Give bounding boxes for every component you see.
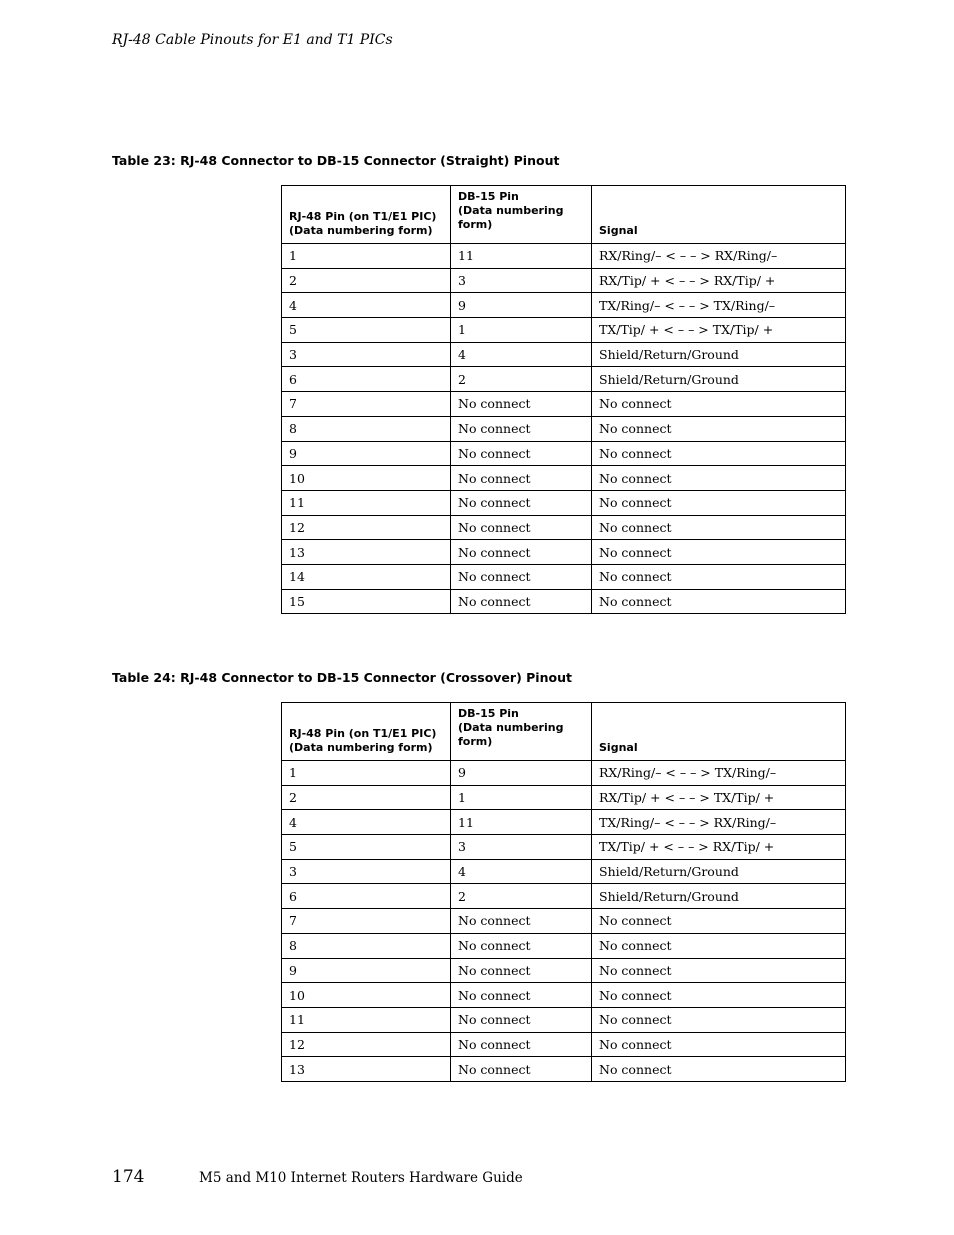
cell-db15-pin: No connect: [451, 392, 592, 417]
cell-rj48-pin: 6: [282, 367, 451, 392]
cell-signal: TX/Tip/ + < – – > RX/Tip/ +: [592, 835, 846, 860]
table-row: [282, 564, 846, 589]
cell-rj48-pin: 11: [282, 490, 451, 515]
cell-signal: Shield/Return/Ground: [592, 884, 846, 909]
cell-rj48-pin: 15: [282, 589, 451, 614]
cell-db15-pin: No connect: [451, 441, 592, 466]
cell-rj48-pin: 4: [282, 293, 451, 318]
footer-book-title: M5 and M10 Internet Routers Hardware Guide: [199, 1170, 523, 1186]
cell-signal: No connect: [592, 515, 846, 540]
cell-rj48-pin: 13: [282, 1057, 451, 1082]
cell-db15-pin: No connect: [451, 1032, 592, 1057]
cell-signal: Shield/Return/Ground: [592, 367, 846, 392]
pinout-table-straight: [281, 185, 846, 614]
table-row: [282, 466, 846, 491]
column-header-db15-pin: DB-15 Pin (Data numbering form): [451, 703, 592, 761]
column-header-rj48-pin: RJ-48 Pin (on T1/E1 PIC) (Data numbering form): [282, 186, 451, 244]
cell-rj48-pin: 8: [282, 933, 451, 958]
table-row: [282, 761, 846, 786]
table-row: [282, 589, 846, 614]
table-row: [282, 490, 846, 515]
cell-db15-pin: No connect: [451, 933, 592, 958]
column-header-db15-pin: DB-15 Pin (Data numbering form): [451, 186, 592, 244]
cell-db15-pin: No connect: [451, 466, 592, 491]
cell-signal: TX/Ring/– < – – > TX/Ring/–: [592, 293, 846, 318]
table-row: [282, 392, 846, 417]
cell-rj48-pin: 1: [282, 761, 451, 786]
cell-signal: RX/Ring/– < – – > TX/Ring/–: [592, 761, 846, 786]
cell-rj48-pin: 13: [282, 540, 451, 565]
page-number: 174: [112, 1167, 145, 1187]
cell-db15-pin: 4: [451, 342, 592, 367]
cell-signal: No connect: [592, 589, 846, 614]
cell-signal: No connect: [592, 490, 846, 515]
table-row: [282, 540, 846, 565]
cell-signal: No connect: [592, 1057, 846, 1082]
cell-db15-pin: 9: [451, 293, 592, 318]
table-row: [282, 785, 846, 810]
running-header: RJ-48 Cable Pinouts for E1 and T1 PICs: [112, 32, 393, 48]
table-caption: Table 24: RJ-48 Connector to DB-15 Connector (Crossover) Pinout: [112, 670, 572, 685]
cell-signal: No connect: [592, 392, 846, 417]
table-row: [282, 909, 846, 934]
table-caption: Table 23: RJ-48 Connector to DB-15 Connector (Straight) Pinout: [112, 153, 560, 168]
cell-signal: No connect: [592, 958, 846, 983]
cell-db15-pin: No connect: [451, 589, 592, 614]
table-row: [282, 1032, 846, 1057]
cell-db15-pin: No connect: [451, 983, 592, 1008]
cell-signal: TX/Tip/ + < – – > TX/Tip/ +: [592, 318, 846, 343]
cell-rj48-pin: 5: [282, 318, 451, 343]
cell-signal: No connect: [592, 441, 846, 466]
table-row: [282, 983, 846, 1008]
cell-rj48-pin: 7: [282, 392, 451, 417]
cell-db15-pin: 1: [451, 318, 592, 343]
table-row: [282, 933, 846, 958]
cell-signal: No connect: [592, 909, 846, 934]
cell-db15-pin: 4: [451, 859, 592, 884]
column-header-signal: Signal: [592, 703, 846, 761]
cell-signal: RX/Ring/– < – – > RX/Ring/–: [592, 244, 846, 269]
cell-signal: No connect: [592, 540, 846, 565]
cell-rj48-pin: 1: [282, 244, 451, 269]
table-row: [282, 1007, 846, 1032]
cell-db15-pin: 3: [451, 835, 592, 860]
table-row: [282, 441, 846, 466]
cell-rj48-pin: 9: [282, 441, 451, 466]
table-row: [282, 268, 846, 293]
cell-rj48-pin: 7: [282, 909, 451, 934]
table-row: [282, 859, 846, 884]
table-row: [282, 293, 846, 318]
cell-rj48-pin: 11: [282, 1007, 451, 1032]
table-row: [282, 318, 846, 343]
table-row: [282, 416, 846, 441]
cell-rj48-pin: 9: [282, 958, 451, 983]
cell-db15-pin: 11: [451, 810, 592, 835]
cell-rj48-pin: 5: [282, 835, 451, 860]
table-row: [282, 958, 846, 983]
cell-db15-pin: 11: [451, 244, 592, 269]
table-row: [282, 367, 846, 392]
table-row: [282, 810, 846, 835]
table-row: [282, 244, 846, 269]
cell-signal: Shield/Return/Ground: [592, 859, 846, 884]
cell-signal: No connect: [592, 466, 846, 491]
cell-signal: No connect: [592, 1007, 846, 1032]
cell-db15-pin: 1: [451, 785, 592, 810]
table-header-row: [282, 186, 846, 244]
cell-db15-pin: 9: [451, 761, 592, 786]
table-row: [282, 884, 846, 909]
column-header-rj48-pin: RJ-48 Pin (on T1/E1 PIC) (Data numbering form): [282, 703, 451, 761]
cell-rj48-pin: 12: [282, 1032, 451, 1057]
cell-db15-pin: 3: [451, 268, 592, 293]
cell-db15-pin: No connect: [451, 490, 592, 515]
cell-rj48-pin: 2: [282, 785, 451, 810]
table-row: [282, 835, 846, 860]
cell-signal: RX/Tip/ + < – – > TX/Tip/ +: [592, 785, 846, 810]
cell-db15-pin: No connect: [451, 1007, 592, 1032]
cell-signal: No connect: [592, 933, 846, 958]
cell-rj48-pin: 4: [282, 810, 451, 835]
cell-signal: Shield/Return/Ground: [592, 342, 846, 367]
cell-db15-pin: 2: [451, 884, 592, 909]
cell-signal: No connect: [592, 1032, 846, 1057]
cell-db15-pin: No connect: [451, 1057, 592, 1082]
column-header-signal: Signal: [592, 186, 846, 244]
cell-rj48-pin: 2: [282, 268, 451, 293]
cell-signal: RX/Tip/ + < – – > RX/Tip/ +: [592, 268, 846, 293]
cell-signal: TX/Ring/– < – – > RX/Ring/–: [592, 810, 846, 835]
cell-rj48-pin: 6: [282, 884, 451, 909]
table-row: [282, 342, 846, 367]
cell-signal: No connect: [592, 416, 846, 441]
pinout-table-crossover: [281, 702, 846, 1082]
cell-rj48-pin: 12: [282, 515, 451, 540]
cell-rj48-pin: 14: [282, 564, 451, 589]
cell-rj48-pin: 3: [282, 342, 451, 367]
cell-rj48-pin: 3: [282, 859, 451, 884]
cell-db15-pin: No connect: [451, 515, 592, 540]
table-header-row: [282, 703, 846, 761]
cell-db15-pin: No connect: [451, 540, 592, 565]
cell-rj48-pin: 8: [282, 416, 451, 441]
table-row: [282, 515, 846, 540]
cell-db15-pin: No connect: [451, 416, 592, 441]
cell-db15-pin: 2: [451, 367, 592, 392]
table-row: [282, 1057, 846, 1082]
cell-signal: No connect: [592, 983, 846, 1008]
cell-rj48-pin: 10: [282, 466, 451, 491]
cell-db15-pin: No connect: [451, 909, 592, 934]
cell-rj48-pin: 10: [282, 983, 451, 1008]
cell-db15-pin: No connect: [451, 564, 592, 589]
cell-signal: No connect: [592, 564, 846, 589]
cell-db15-pin: No connect: [451, 958, 592, 983]
